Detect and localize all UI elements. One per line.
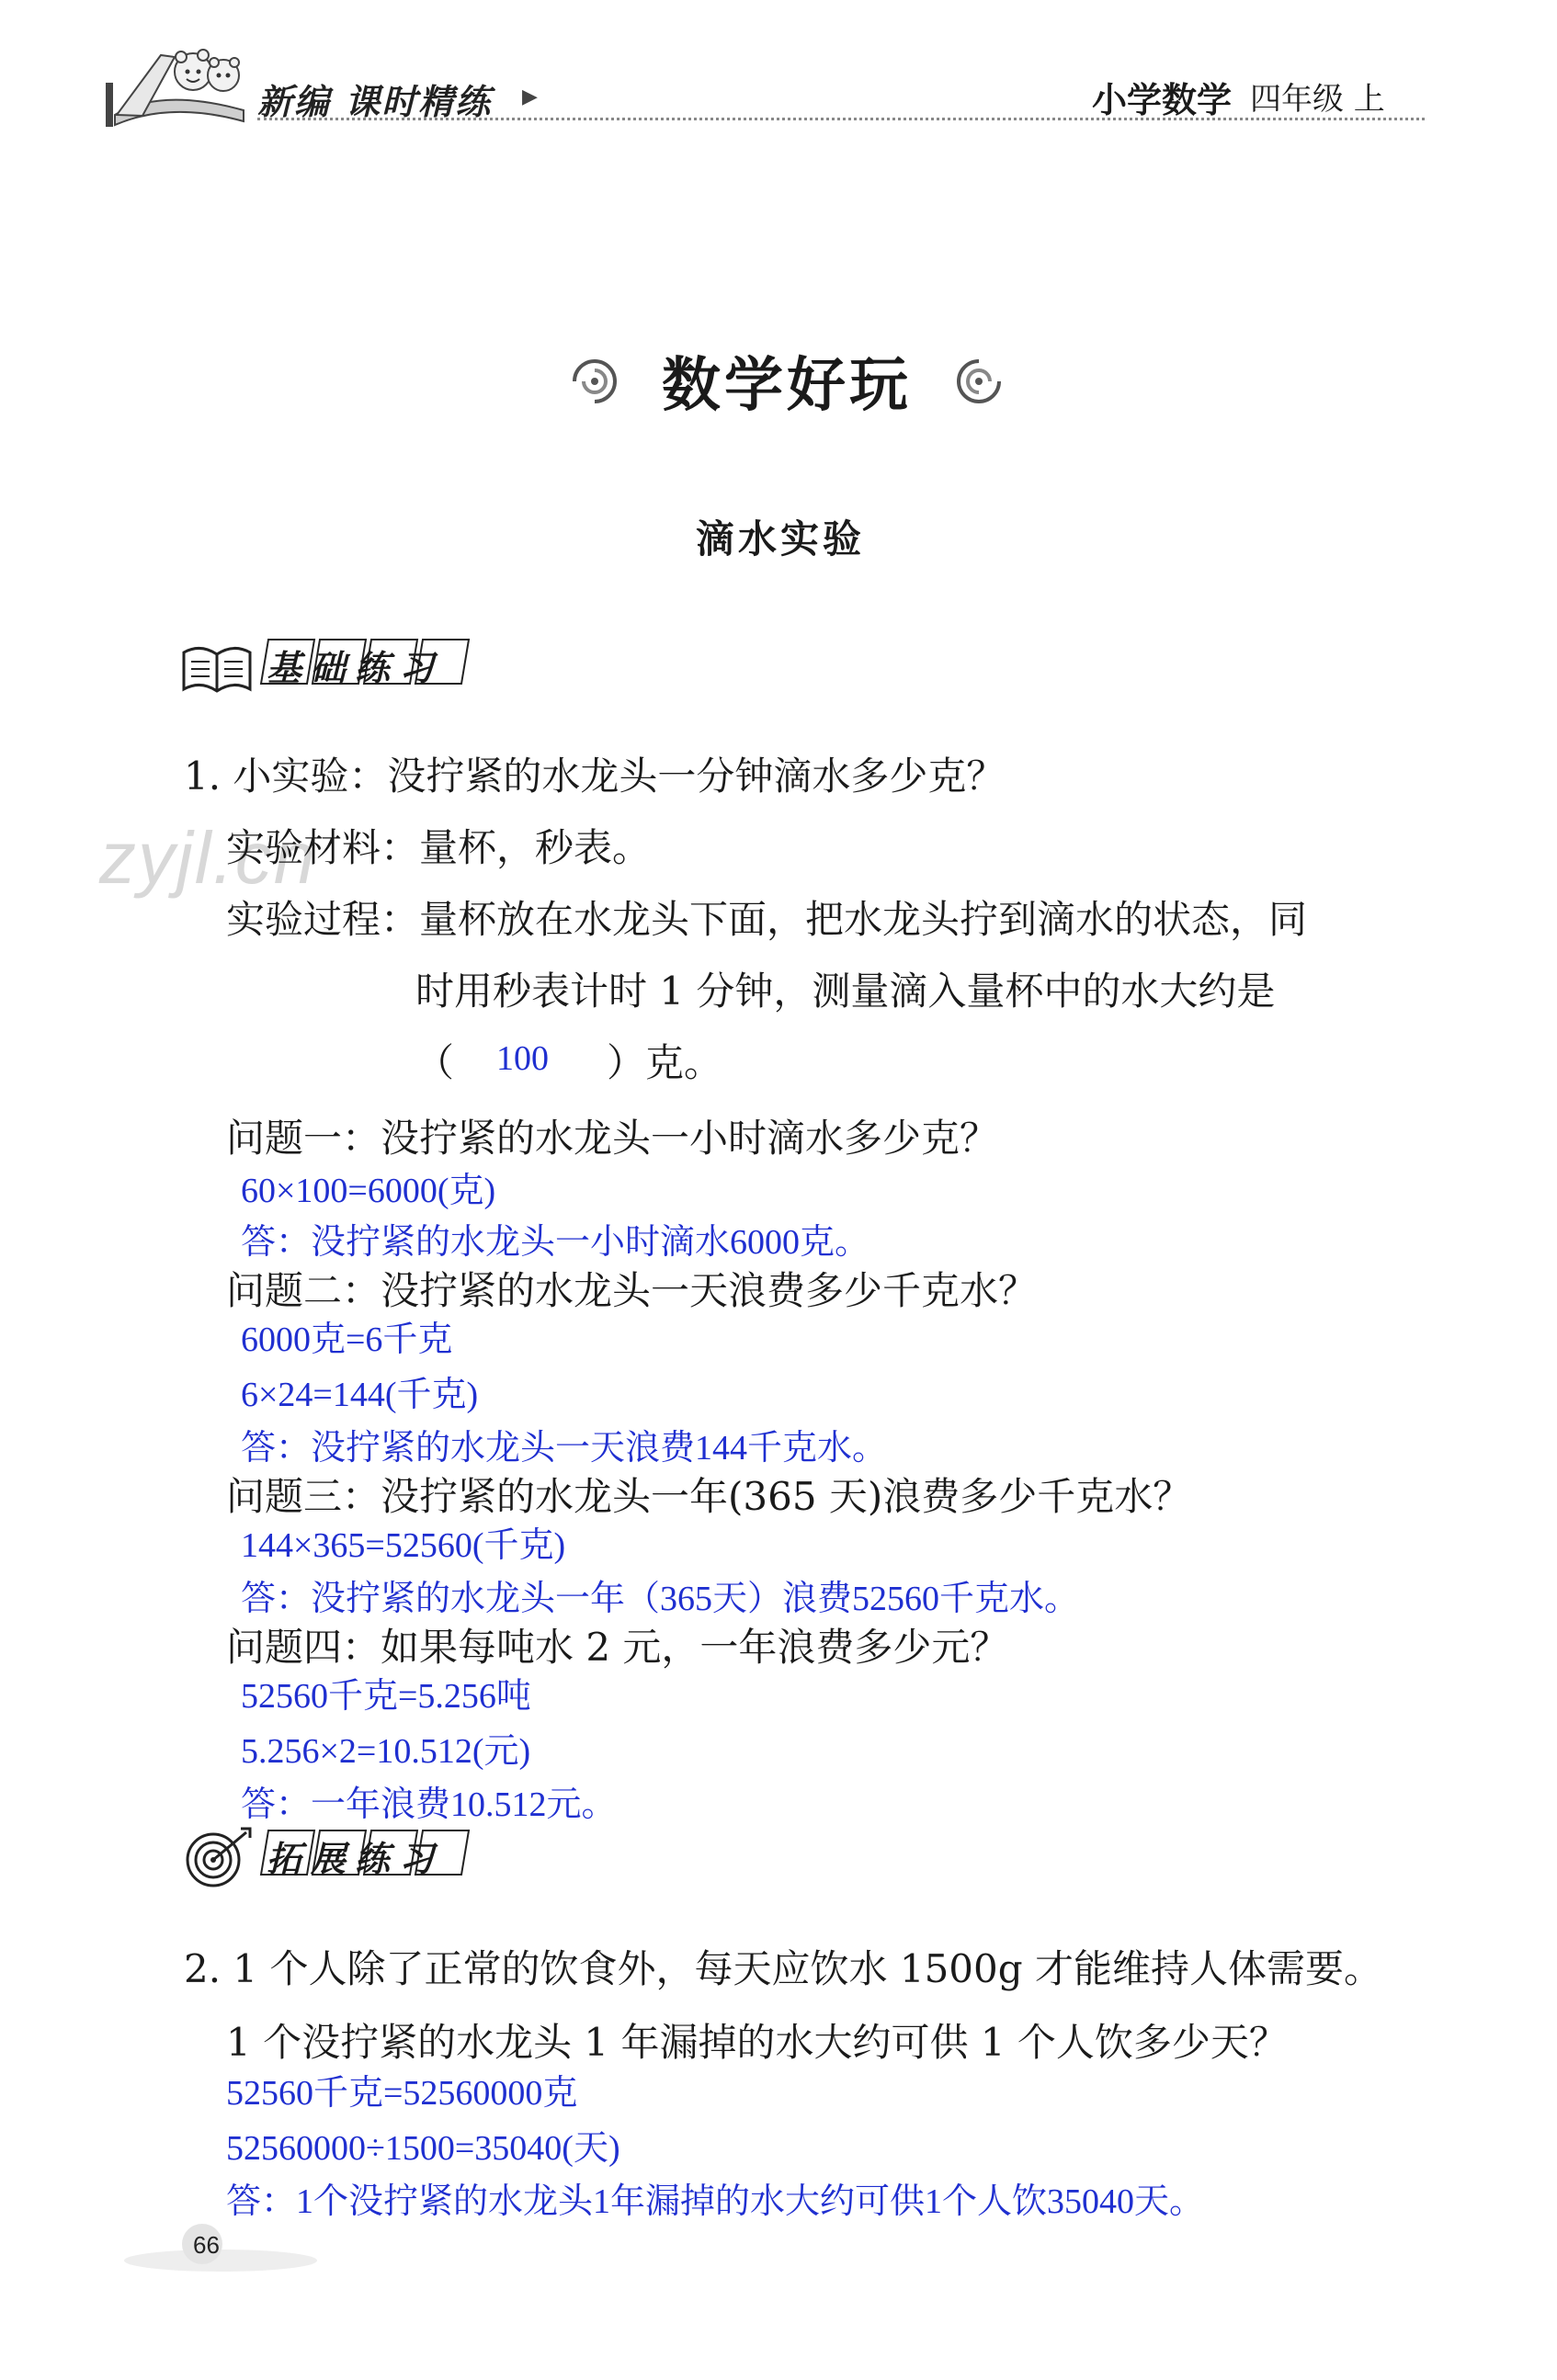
q2-work2: 52560000÷1500=35040(天): [226, 2129, 620, 2168]
q1-materials: 实验材料：量杯，秒表。: [226, 825, 652, 870]
q1-part4: 问题四：如果每吨水 2 元，一年浪费多少元？: [226, 1625, 1009, 1670]
swirl-ornament-icon: [563, 349, 627, 414]
q2-work1: 52560千克=52560000克: [226, 2074, 578, 2113]
q1-part4-work1: 52560千克=5.256吨: [241, 1677, 531, 1716]
book-bears-logo: [106, 37, 253, 129]
q1-part2: 问题二：没拧紧的水龙头一天浪费多少千克水？: [226, 1268, 1038, 1313]
open-book-icon: [180, 634, 254, 698]
watermark: zyjl.cn: [99, 817, 317, 899]
q1-part1-answer: 答：没拧紧的水龙头一小时滴水6000克。: [241, 1223, 870, 1262]
q2-stem-line2: 1 个没拧紧的水龙头 1 年漏掉的水大约可供 1 个人饮多少天？: [226, 2020, 1288, 2065]
footer-ornament: [119, 2224, 331, 2279]
q1-blank-open: （: [415, 1040, 455, 1085]
q1-part2-work2: 6×24=144(千克): [241, 1376, 479, 1414]
q1-process-line1: 实验过程：量杯放在水龙头下面，把水龙头拧到滴水的状态，同: [226, 897, 1308, 942]
q2-answer: 答：1个没拧紧的水龙头1年漏掉的水大约可供1个人饮35040天。: [226, 2182, 1205, 2221]
grade-label: 四年级 上: [1250, 81, 1385, 118]
q1-part1-work: 60×100=6000(克): [241, 1172, 496, 1210]
swirl-ornament-icon: [947, 349, 1011, 414]
q1-blank-answer: 100: [496, 1039, 549, 1078]
q1-part2-work1: 6000克=6千克: [241, 1320, 453, 1359]
header-bar: [106, 83, 113, 127]
play-arrow-icon: ▶: [522, 85, 538, 108]
section-basic-practice: 基础练习: [267, 647, 444, 688]
q1-part3: 问题三：没拧紧的水龙头一年(365 天)浪费多少千克水？: [226, 1474, 1192, 1519]
q2-stem-line1: 2. 1 个人除了正常的饮食外，每天应饮水 1500g 才能维持人体需要。: [184, 1946, 1382, 1991]
target-icon: [180, 1825, 254, 1889]
header-divider: [257, 118, 1425, 120]
page-title: 数学好玩: [662, 351, 912, 420]
q1-part1: 问题一：没拧紧的水龙头一小时滴水多少克？: [226, 1116, 999, 1161]
q1-process-line2: 时用秒表计时 1 分钟，测量滴入量杯中的水大约是: [415, 969, 1276, 1014]
q1-part3-work: 144×365=52560(千克): [241, 1526, 566, 1565]
series-name: 新编 课时精练: [257, 81, 493, 122]
q1-blank-close: ）克。: [607, 1040, 723, 1085]
page-number: 66: [193, 2231, 220, 2259]
lesson-title: 滴水实验: [696, 516, 866, 561]
q1-part2-answer: 答：没拧紧的水龙头一天浪费144千克水。: [241, 1429, 888, 1468]
section-extension-practice: 拓展练习: [267, 1838, 444, 1879]
subject-label: 小学数学: [1092, 79, 1233, 120]
q1-part4-work2: 5.256×2=10.512(元): [241, 1732, 531, 1771]
q1-part4-answer: 答：一年浪费10.512元。: [241, 1785, 617, 1824]
q1-part3-answer: 答：没拧紧的水龙头一年（365天）浪费52560千克水。: [241, 1580, 1080, 1618]
q1-stem: 1. 小实验：没拧紧的水龙头一分钟滴水多少克？: [184, 754, 1006, 799]
